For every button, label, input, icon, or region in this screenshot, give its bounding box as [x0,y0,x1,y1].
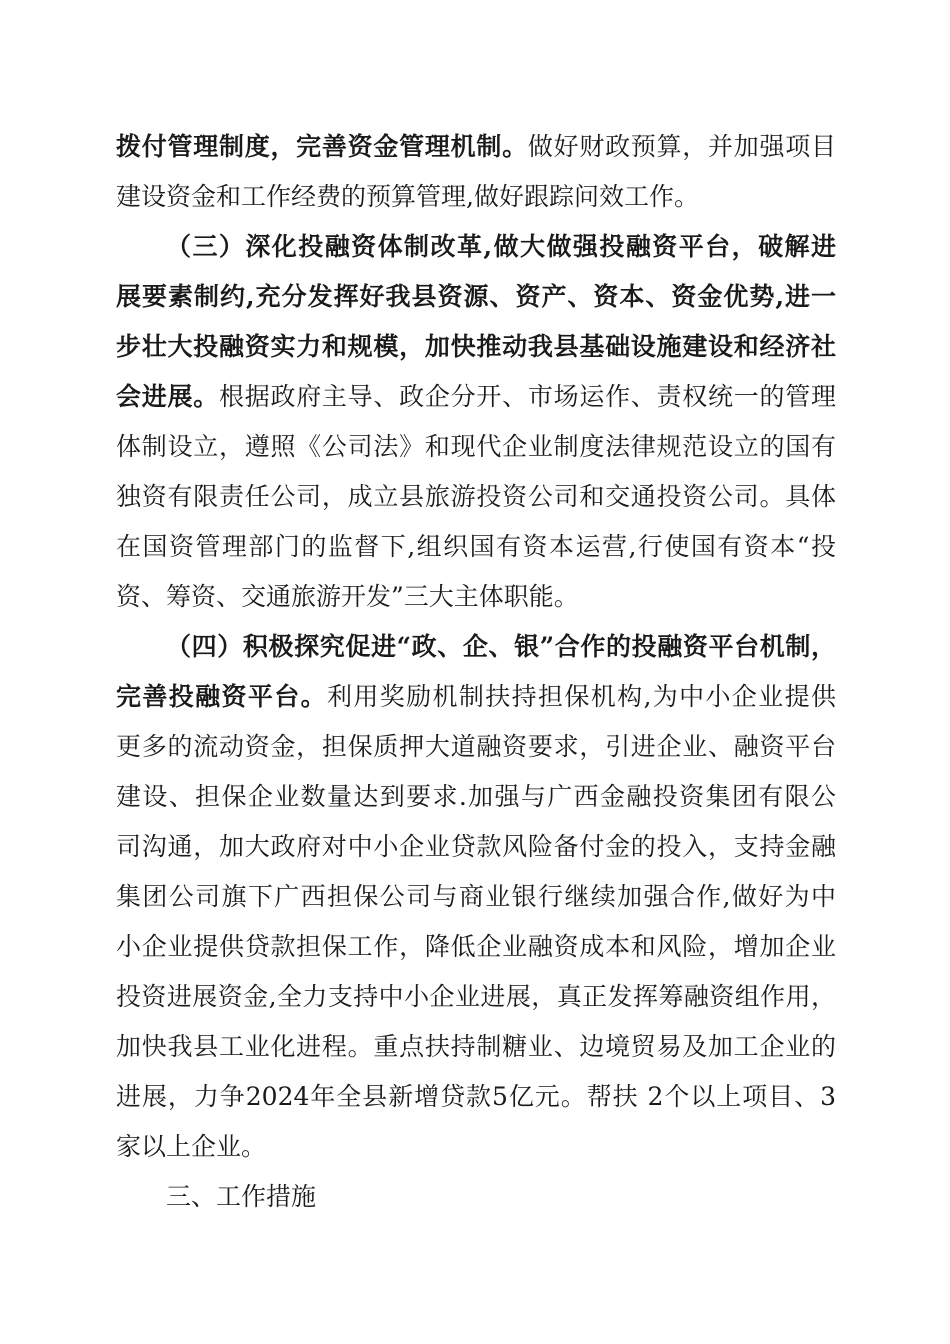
section-heading [166,1177,836,1217]
body-text: 体制设立，遵照《公司法》和现代企业制度法律规范设立的国有 [116,432,836,461]
paragraph-line-4 [116,277,836,317]
body-text: 根据政府主导、政企分开、市场运作、责权统一的管理 [218,382,836,411]
paragraph-line-2 [116,177,836,217]
paragraph-line-10 [116,577,836,617]
paragraph-line-3 [166,227,836,267]
body-text: 投资进展资金,全力支持中小企业进展，真正发挥筹融资组作用， [116,982,836,1011]
paragraph-line-1 [116,127,836,167]
paragraph-line-6 [116,377,836,417]
paragraph-line-9 [116,527,836,567]
body-text: 小企业提供贷款担保工作，降低企业融资成本和风险，增加企业 [116,932,836,961]
paragraph-line-17 [116,927,836,967]
body-text: 利用奖励机制扶持担保机构,为中小企业提供 [326,682,836,711]
body-text: 做好财政预算，并加强项目 [527,132,836,161]
bold-heading-text: 步壮大投融资实力和规模，加快推动我县基础设施建设和经济社 [116,332,836,361]
paragraph-line-15 [116,827,836,867]
body-text: 更多的流动资金，担保质押大道融资要求，引进企业、融资平台 [116,732,836,761]
bold-heading-text: 会进展。 [116,382,219,411]
bold-heading-text: （四）积极探究促进“政、企、银”合作的投融资平台机制， [166,632,836,661]
paragraph-line-11 [166,627,836,667]
body-text: 建设资金和工作经费的预算管理,做好跟踪问效工作。 [116,182,699,211]
body-text: 家以上企业。 [116,1132,267,1161]
body-text: 集团公司旗下广西担保公司与商业银行继续加强合作,做好为中 [116,882,836,911]
body-text: 司沟通，加大政府对中小企业贷款风险备付金的投入，支持金融 [116,832,836,861]
bold-heading-text: 完善投融资平台。 [116,682,327,711]
paragraph-line-13 [116,727,836,767]
bold-heading-text: 展要素制约,充分发挥好我县资源、资产、资本、资金优势,进一 [116,282,836,311]
paragraph-line-16 [116,877,836,917]
body-text: 加快我县工业化进程。重点扶持制糖业、边境贸易及加工企业的 [116,1032,836,1061]
paragraph-line-21 [116,1127,836,1167]
body-text: 在国资管理部门的监督下,组织国有资本运营,行使国有资本“投 [116,532,836,561]
paragraph-line-20 [116,1077,836,1117]
body-text: 建设、担保企业数量达到要求.加强与广西金融投资集团有限公 [116,782,836,811]
bold-heading-text: （三）深化投融资体制改革,做大做强投融资平台，破解进 [166,232,836,261]
paragraph-line-14 [116,777,836,817]
body-text: 进展，力争2024年全县新增贷款5亿元。帮扶 2个以上项目、3 [116,1082,836,1111]
body-text: 独资有限责任公司，成立县旅游投资公司和交通投资公司。具体 [116,482,836,511]
section-heading-text: 三、工作措施 [166,1182,317,1211]
bold-heading-text: 拨付管理制度，完善资金管理机制。 [116,132,528,161]
paragraph-line-18 [116,977,836,1017]
paragraph-line-12 [116,677,836,717]
paragraph-line-8 [116,477,836,517]
paragraph-line-5 [116,327,836,367]
paragraph-line-7 [116,427,836,467]
paragraph-line-19 [116,1027,836,1067]
body-text: 资、筹资、交通旅游开发”三大主体职能。 [116,582,579,611]
